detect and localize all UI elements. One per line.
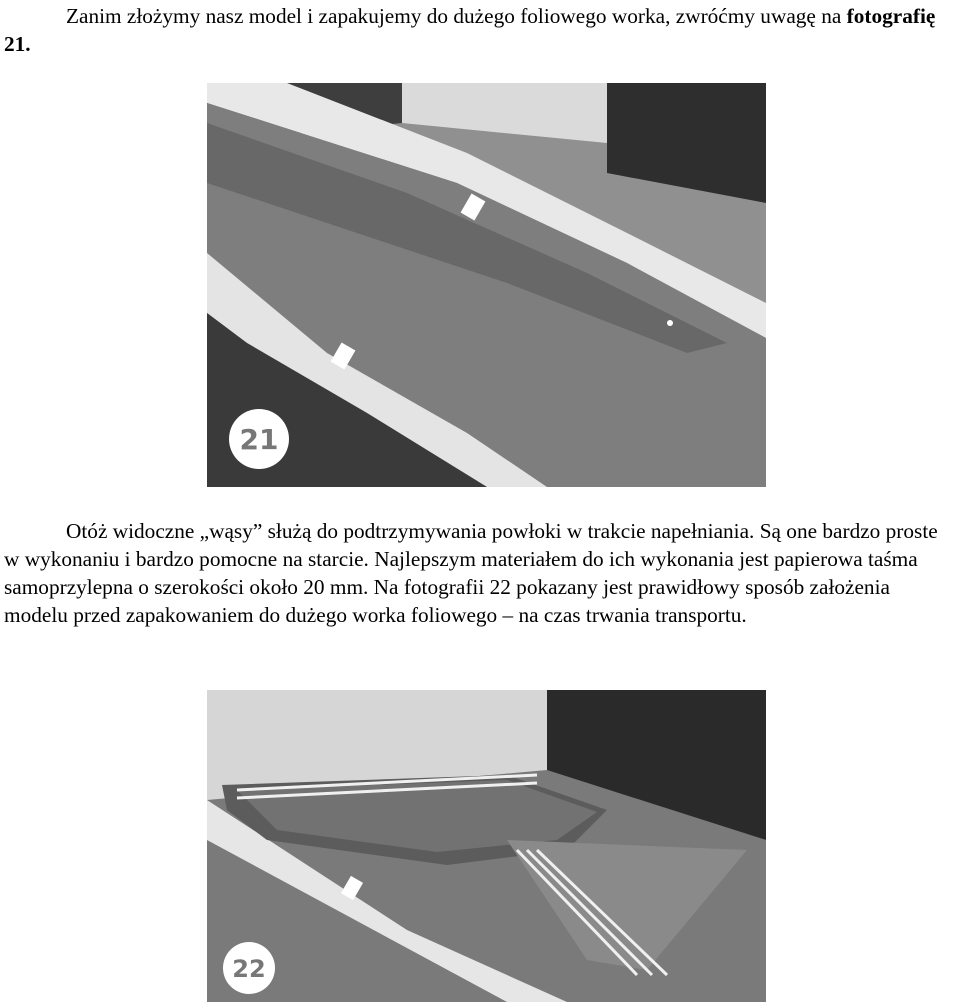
photo-21 xyxy=(207,83,766,487)
photo-reference: fotografię 21. xyxy=(4,4,936,56)
photo-22 xyxy=(207,690,766,1002)
photo-21-graphic xyxy=(207,83,766,487)
intro-text: Zanim złożymy nasz model i zapakujemy do dużego foliowego worka, zwróćmy uwagę na xyxy=(66,4,847,28)
photo-22-number: 22 xyxy=(232,955,266,983)
photo-22-graphic xyxy=(207,690,766,1002)
intro-paragraph xyxy=(4,2,958,58)
body-paragraph: Otóż widoczne „wąsy” służą do podtrzymywania powłoki w trakcie napełniania. Są one bardzo proste w wykonaniu i bardzo pomocne na starcie. Najlepszym materiałem do ich wykonania jest papierowa taśma samoprzylepna o szerokości około 20 mm. Na fotografii 22 pokazany jest prawidłowy sposób założenia modelu przed zapakowaniem do dużego worka foliowego – na czas trwania transportu. xyxy=(4,519,938,627)
photo-21-number: 21 xyxy=(239,423,279,456)
